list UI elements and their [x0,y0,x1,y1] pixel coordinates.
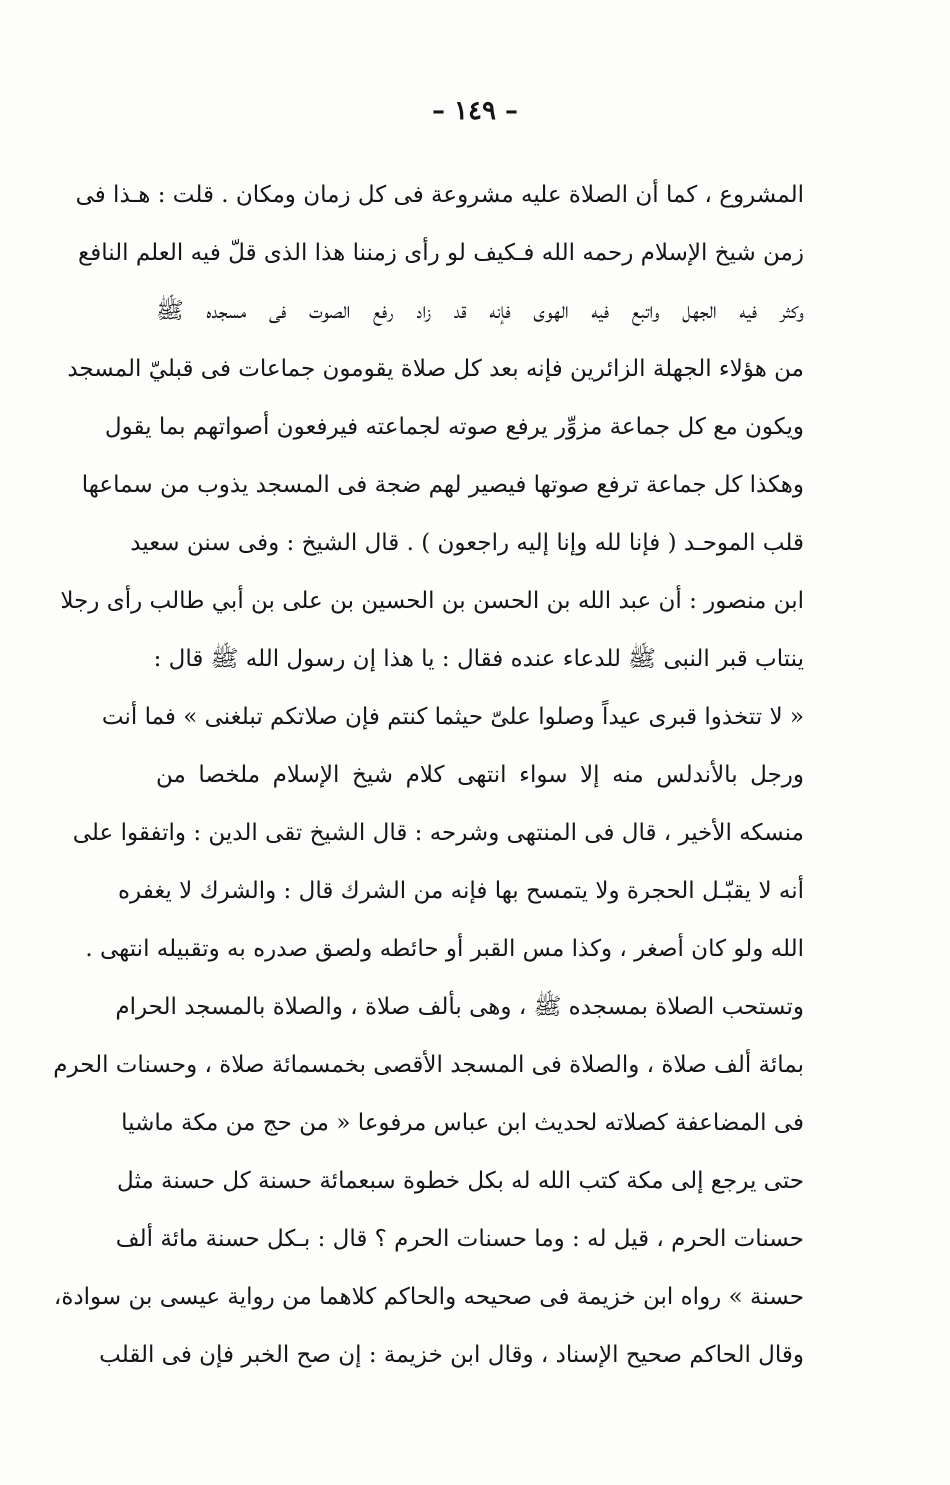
text-line: بمائة ألف صلاة ، والصلاة فى المسجد الأقصى بخمسمائة صلاة ، وحسنات الحرم [53,1052,804,1078]
text-line: منسكه الأخير ، قال فى المنتهى وشرحه : قال الشيخ تقى الدين : واتفقوا على [72,820,804,846]
text-line: أنه لا يقبّـل الحجرة ولا يتمسح بها فإنه من الشرك قال : والشرك لا يغفره [117,878,804,904]
text-line: ابن منصور : أن عبد الله بن الحسن بن الحسين بن على بن أبي طالب رأى رجلا [60,588,804,614]
text-line: فى المضاعفة كصلاته لحديث ابن عباس مرفوعا « من حج من مكة ماشيا [121,1110,804,1136]
text-line: الله ولو كان أصغر ، وكذا مس القبر أو حائطه ولصق صدره به وتقبيله انتهى . [85,936,804,962]
text-line: حسنات الحرم ، قيل له : وما حسنات الحرم ؟ قال : بـكل حسنة مائة ألف [115,1226,804,1252]
text-line: وكثر فيه الجهل واتبع فيه الهوى فإنه قد زاد رفع الصوت فى مسجده ﷺ [156,298,804,324]
text-line: « لا تتخذوا قبرى عيداً وصلوا علىّ حيثما كنتم فإن صلاتكم تبلغنى » فما أنت [101,704,804,730]
text-line: المشروع ، كما أن الصلاة عليه مشروعة فى كل زمان ومكان . قلت : هـذا فى [75,182,804,208]
text-line: حتى يرجع إلى مكة كتب الله له بكل خطوة سبعمائة حسنة كل حسنة مثل [117,1168,804,1194]
text-line: حسنة » رواه ابن خزيمة فى صحيحه والحاكم كلاهما من رواية عيسى بن سوادة، [53,1284,804,1310]
text-line: وهكذا كل جماعة ترفع صوتها فيصير لهم ضجة فى المسجد يذوب من سماعها [81,472,804,498]
text-line: ورجل بالأندلس منه إلا سواء انتهى كلام شيخ الإسلام ملخصا من [156,762,804,788]
text-line: ينتاب قبر النبى ﷺ للدعاء عنده فقال : يا هذا إن رسول الله ﷺ قال : [153,646,804,672]
text-line: زمن شيخ الإسلام رحمه الله فـكيف لو رأى زمننا هذا الذى قلّ فيه العلم النافع [77,240,804,266]
text-line: ويكون مع كل جماعة مزوِّر يرفع صوته لجماعته فيرفعون أصواتهم بما يقول [104,414,804,440]
text-line: وقال الحاكم صحيح الإسناد ، وقال ابن خزيمة : إن صح الخبر فإن فى القلب [99,1342,804,1368]
body-text [53,166,804,1384]
text-line: وتستحب الصلاة بمسجده ﷺ ، وهى بألف صلاة ، والصلاة بالمسجد الحرام [115,994,804,1020]
page-number: – ١٤٩ – [431,96,519,126]
text-line: من هؤلاء الجهلة الزائرين فإنه بعد كل صلاة يقومون جماعات فى قبليّ المسجد [67,356,804,382]
text-line: قلب الموحـد ( فإنا لله وإنا إليه راجعون ) . قال الشيخ : وفى سنن سعيد [130,530,804,556]
